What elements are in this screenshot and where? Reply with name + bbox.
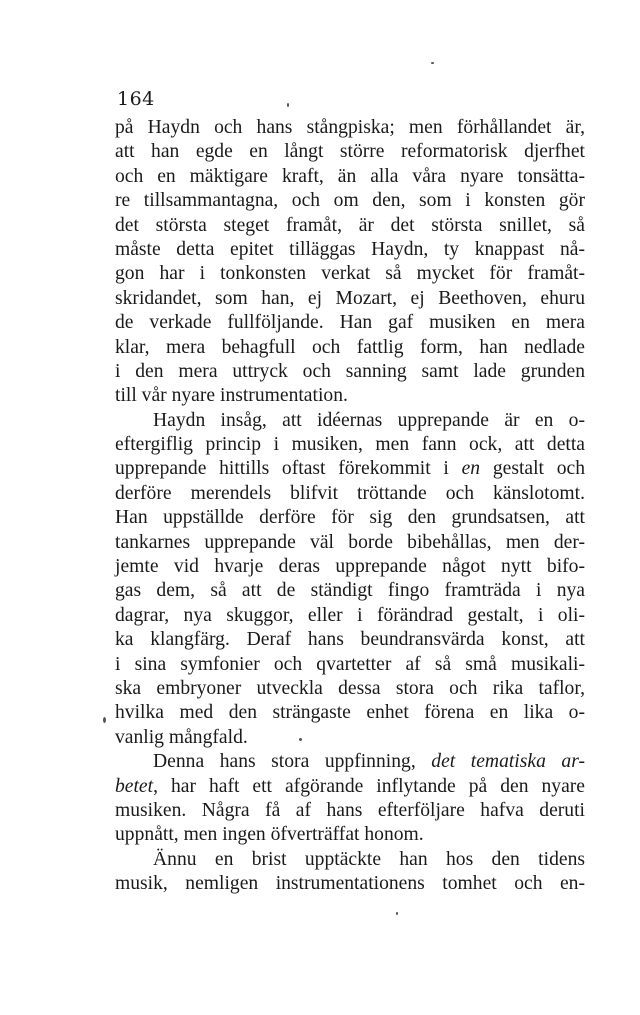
text-line: i sina symfonier och qvartetter af så små musikali- [115,653,585,675]
text-line: dagrar, nya skuggor, eller i förändrad gestalt, i oli- [115,604,585,626]
text-line: hvilka med den strängaste enhet förena en lika o- [115,702,585,724]
text-line: måste detta epitet tilläggas Haydn, ty knappast nå- [115,238,585,260]
text-line: uppnått, men ingen öfverträffat honom. [115,824,424,846]
text-line: och en mäktigare kraft, än alla våra nyare tonsätta- [115,165,585,187]
text-run: Denna hans stora uppfinning, [153,751,432,773]
text-line: tankarnes upprepande väl borde bibehållas, men der- [115,531,585,553]
scan-speck [287,103,289,107]
text-line: i den mera uttryck och sanning samt lade grunden [115,360,585,382]
text-line: gas dem, så att de ständigt fingo framträda i nya [115,580,585,602]
text-line: de verkade fullföljande. Han gaf musiken en mera [115,312,585,334]
text-line: gon har i tonkonsten verkat så mycket för framåt- [115,263,585,285]
text-line: på Haydn och hans stångpiska; men förhållandet är, [115,117,585,138]
text-run: upprepande hittills oftast förekommit i [115,458,462,480]
text-line: musik, nemligen instrumentationens tomhet och en- [115,873,585,895]
text-run: , har haft ett afgörande inflytande på den nyare [153,775,585,797]
paragraph-3 [115,750,585,848]
scan-speck [396,912,398,915]
scan-speck [103,717,106,723]
paragraph-1 [115,116,585,409]
text-run: gestalt och [480,458,585,480]
paragraph-4 [115,848,585,897]
text-line: Han uppställde derföre för sig den grundsatsen, att [115,507,585,529]
text-line: att han egde en långt större reformatorisk djerfhet [115,141,585,163]
text-line: det största steget framåt, är det största snillet, så [115,214,585,236]
emphasized-term: det tematiska ar- [431,751,585,773]
scan-speck [431,62,434,64]
text-line: re tillsammantagna, och om den, som i konsten gör [115,190,585,212]
emphasized-term: en [461,458,481,480]
text-line: till vår nyare instrumentation. [115,385,348,407]
text-line: Ännu en brist upptäckte han hos den tidens [153,848,585,870]
text-line: musiken. Några få af hans efterföljare hafva deruti [115,799,585,821]
text-line: klar, mera behagfull och fattlig form, han nedlade [115,336,585,358]
text-line [115,775,585,799]
text-line: vanlig mångfald. [115,726,248,748]
text-line: derföre merendels blifvit tröttande och känslotomt. [115,482,585,504]
text-line: ska embryoner utveckla dessa stora och rika taflor, [115,677,585,699]
page-number: 164 [117,88,155,110]
text-line: ka klangfärg. Deraf hans beundransvärda konst, att [115,629,585,651]
text-line [115,457,585,481]
body-text [115,116,585,897]
text-line: Haydn insåg, att idéernas upprepande är en o- [153,409,585,431]
text-line: eftergiflig princip i musiken, men fann ock, att detta [115,434,585,456]
scan-speck [299,738,302,741]
text-line: jemte vid hvarje deras upprepande något nytt bifo- [115,556,585,578]
text-line: skridandet, som han, ej Mozart, ej Beethoven, ehuru [115,287,585,309]
paragraph-2 [115,409,585,750]
emphasized-term: betet [115,775,154,797]
text-line [115,750,585,774]
